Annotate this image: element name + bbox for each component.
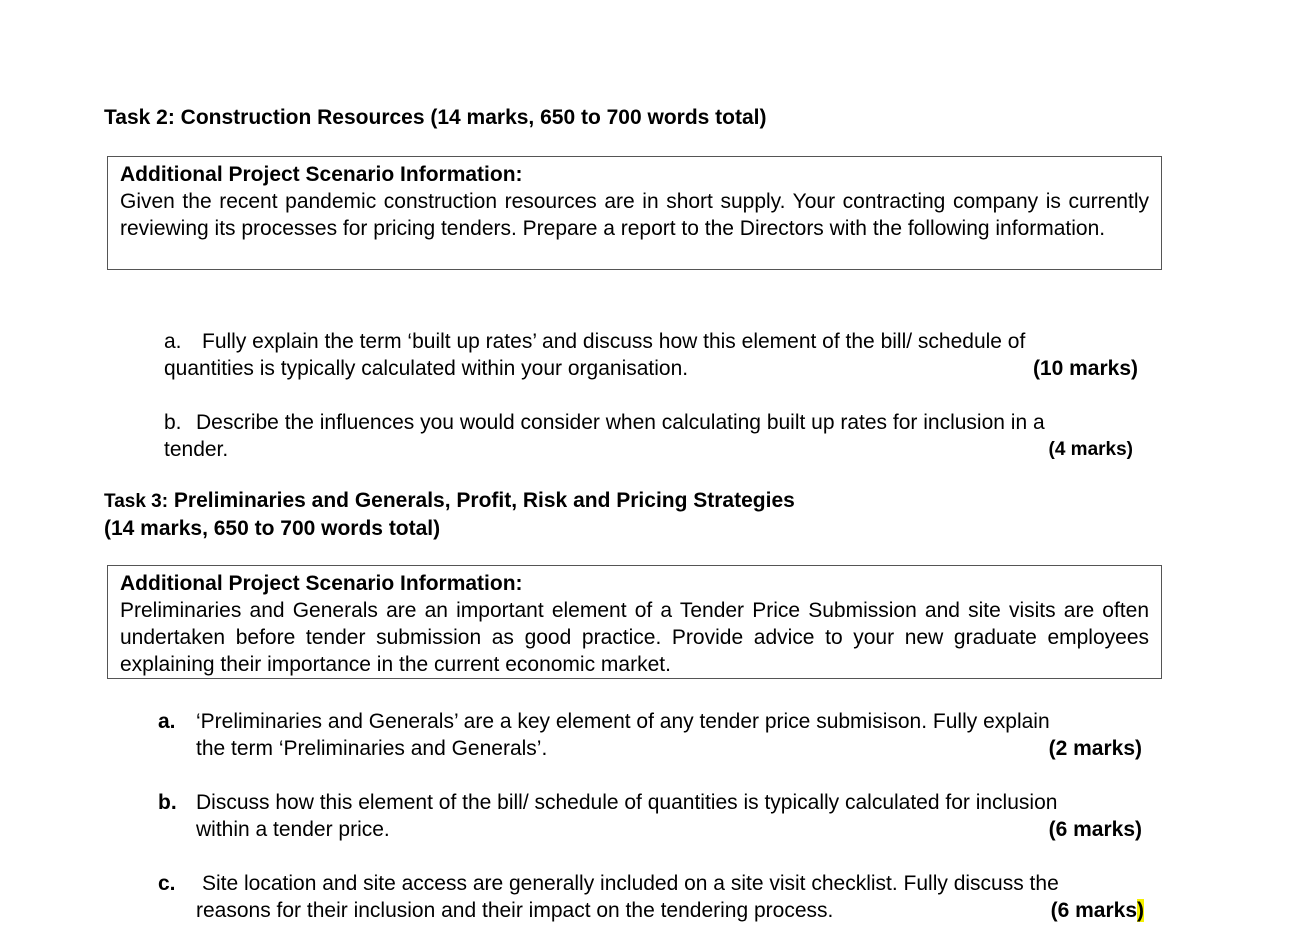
task3-item-c-text-line1: Site location and site access are generally included on a site visit checklist. Fully discuss the [202, 872, 1059, 895]
task2-box-title: Additional Project Scenario Information: [120, 163, 523, 186]
task3-item-c-marks-main: (6 marks [1050, 899, 1137, 922]
task3-item-b [158, 789, 1148, 843]
task3-item-a-label: a. [158, 710, 176, 733]
task2-item-a [164, 328, 1148, 382]
task2-heading: Task 2: Construction Resources (14 marks, 650 to 700 words total) [104, 106, 767, 129]
task2-item-b-label: b. [164, 411, 182, 434]
task3-item-c-text-line2: reasons for their inclusion and their impact on the tendering process. [196, 899, 834, 922]
task3-item-b-text-line2: within a tender price. [196, 818, 390, 841]
task3-heading [104, 487, 795, 542]
task3-item-a-text-line1: ‘Preliminaries and Generals’ are a key element of any tender price submisison. Fully explain [196, 710, 1050, 733]
task3-heading-prefix: Task 3: [104, 491, 169, 512]
task2-item-a-marks: (10 marks) [1032, 357, 1138, 380]
task2-item-b-text-line1: Describe the influences you would consider when calculating built up rates for inclusion in a [196, 411, 1045, 434]
task3-item-c [158, 870, 1148, 924]
task3-item-b-text-line1: Discuss how this element of the bill/ schedule of quantities is typically calculated for inclusion [196, 791, 1058, 814]
task3-heading-title: Preliminaries and Generals, Profit, Risk and Pricing Strategies [173, 489, 795, 512]
task3-heading-line2: (14 marks, 650 to 700 words total) [104, 517, 441, 540]
task2-item-b [164, 409, 1148, 463]
task2-scenario-box [107, 156, 1162, 270]
task3-item-a-text-line2: the term ‘Preliminaries and Generals’. [196, 737, 548, 760]
task2-item-b-marks: (4 marks) [1048, 439, 1133, 460]
task2-item-a-text-line1: Fully explain the term ‘built up rates’ and discuss how this element of the bill/ schedule of [202, 330, 1026, 353]
task2-box-body: Given the recent pandemic construction resources are in short supply. Your contracting company is currently reviewing its processes for pricing tenders. Prepare a report to the Directors with the following information. [120, 190, 1149, 240]
task2-item-a-text-line2: quantities is typically calculated within your organisation. [164, 357, 689, 380]
task2-item-b-text-line2: tender. [164, 438, 229, 461]
task3-item-c-marks [1051, 897, 1144, 924]
task3-item-a [158, 708, 1148, 762]
task3-item-b-marks: (6 marks) [1048, 818, 1142, 841]
task2-item-a-label: a. [164, 330, 182, 353]
task3-item-b-label: b. [158, 791, 177, 814]
task3-box-title: Additional Project Scenario Information: [120, 572, 523, 595]
task3-item-c-marks-highlight: ) [1137, 899, 1144, 922]
task3-scenario-box [107, 565, 1162, 679]
task3-item-a-marks: (2 marks) [1048, 737, 1142, 760]
task3-box-body: Preliminaries and Generals are an important element of a Tender Price Submission and site visits are often undertaken before tender submission as good practice. Provide advice to your new graduate employees explaining their importance in the current economic market. [120, 599, 1149, 676]
task3-item-c-label: c. [158, 872, 176, 895]
